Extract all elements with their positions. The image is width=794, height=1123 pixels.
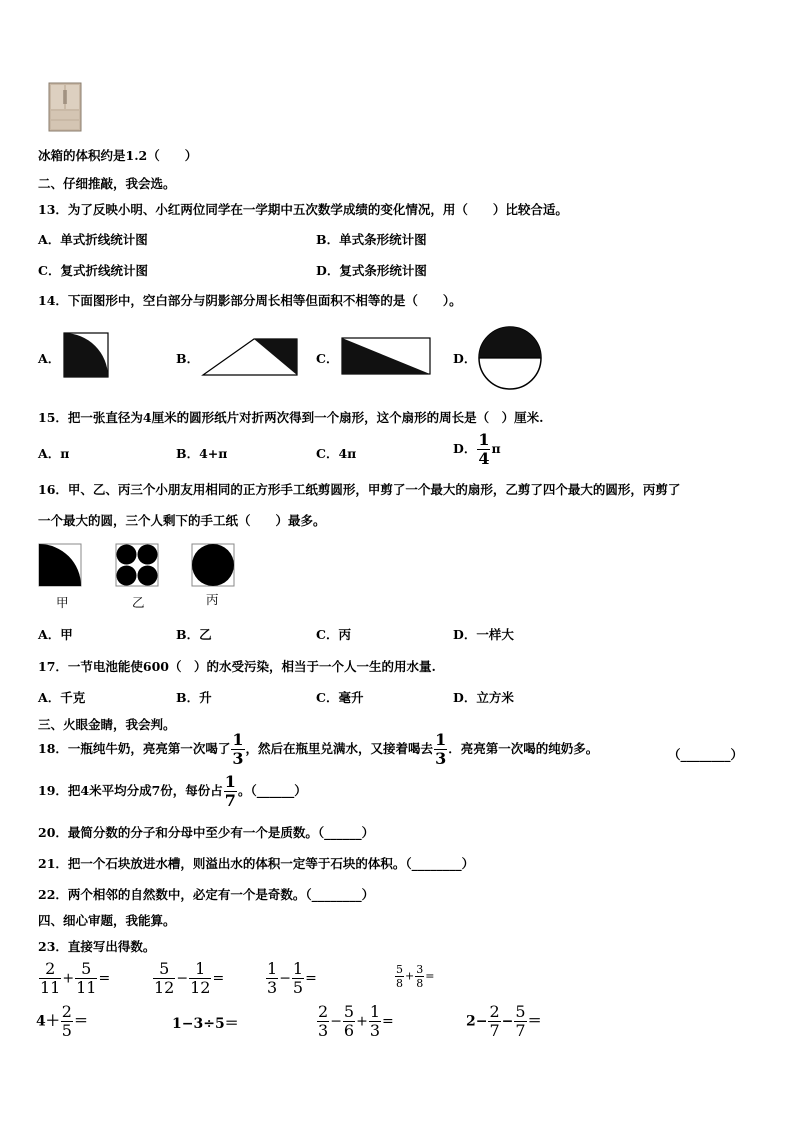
section-2-heading: 二、仔细推敲，我会选。 xyxy=(38,176,176,191)
q15-option-c[interactable]: C．4π xyxy=(316,446,357,461)
q16-option-a[interactable]: A．甲 xyxy=(38,627,73,642)
q13-option-c[interactable]: C．复式折线统计图 xyxy=(38,263,148,278)
q14-option-a[interactable]: A． xyxy=(38,351,61,366)
q16-option-d[interactable]: D．一样大 xyxy=(453,627,514,642)
q15-option-d-fraction: $\frac{1}{4}$ xyxy=(478,430,490,468)
q14-figure-b xyxy=(202,338,298,376)
q23-expr-5: 4＋ $\frac{2}{5}$ ＝ xyxy=(36,1002,88,1040)
q13-option-b[interactable]: B．单式条形统计图 xyxy=(316,232,427,247)
q13-option-d[interactable]: D．复式条形统计图 xyxy=(316,263,427,278)
section-3-heading: 三、火眼金睛，我会判。 xyxy=(38,717,176,732)
q23-expr-1: $\frac{2}{11}$ + $\frac{5}{11}$ = xyxy=(40,959,111,997)
q16-figure-bing xyxy=(191,543,235,587)
q14-option-b[interactable]: B． xyxy=(176,351,200,366)
q18-line: 18．一瓶纯牛奶，亮亮第一次喝了 $\frac{1}{3}$ ，然后在瓶里兑满水，又接着喝去 $\frac{1}{3}$ ．亮亮第一次喝的纯奶多。 xyxy=(38,730,599,768)
q16-label-yi: 乙 xyxy=(132,595,145,610)
q19-answer-blank[interactable]: 。（______） xyxy=(237,783,307,798)
q22-line[interactable]: 22．两个相邻的自然数中，必定有一个是奇数。（________） xyxy=(38,887,375,902)
q17-option-b[interactable]: B．升 xyxy=(176,690,212,705)
q20-line[interactable]: 20．最简分数的分子和分母中至少有一个是质数。（______） xyxy=(38,825,375,840)
q14-option-c[interactable]: C． xyxy=(316,351,339,366)
q23-expr-8: 2− $\frac{2}{7}$ − $\frac{5}{7}$ ＝ xyxy=(466,1002,542,1040)
q18-fraction-1: $\frac{1}{3}$ xyxy=(232,730,244,768)
q15-option-b[interactable]: B．4+π xyxy=(176,446,228,461)
q16-figure-yi xyxy=(115,543,159,587)
q23-expr-3: $\frac{1}{3}$ − $\frac{1}{5}$ = xyxy=(267,959,317,997)
q23-expr-6: 1−3÷5＝ xyxy=(172,1016,239,1032)
q15-option-d[interactable] xyxy=(453,432,501,467)
q19-fraction: $\frac{1}{7}$ xyxy=(224,772,236,810)
q15-option-d-pi: π xyxy=(491,441,501,456)
q16-option-c[interactable]: C．丙 xyxy=(316,627,351,642)
q23-expr-2: $\frac{5}{12}$ − $\frac{1}{12}$ = xyxy=(154,959,225,997)
q23-expr-7: $\frac{2}{3}$ − $\frac{5}{6}$ + $\frac{1}{3}$ = xyxy=(318,1002,394,1040)
fridge-image xyxy=(48,82,82,132)
section-4-heading: 四、细心审题，我能算。 xyxy=(38,913,176,928)
q23-expr-4: $\frac{5}{8}$ + $\frac{3}{8}$ = xyxy=(396,963,435,990)
q16-stem-line1: 16．甲、乙、丙三个小朋友用相同的正方形手工纸剪圆形，甲剪了一个最大的扇形，乙剪了四个最大的圆形，丙剪了 xyxy=(38,482,681,497)
q16-figure-jia xyxy=(38,543,82,587)
q18-answer-blank[interactable]: （________） xyxy=(668,747,744,762)
q13-option-a[interactable]: A．单式折线统计图 xyxy=(38,232,148,247)
q15-stem: 15．把一张直径为4厘米的圆形纸片对折两次得到一个扇形，这个扇形的周长是（ ）厘米. xyxy=(38,410,544,425)
q13-stem: 13．为了反映小明、小红两位同学在一学期中五次数学成绩的变化情况，用（ ）比较合适。 xyxy=(38,202,568,217)
q14-figure-d xyxy=(477,325,543,391)
q16-label-jia: 甲 xyxy=(56,595,69,610)
q18-fraction-2: $\frac{1}{3}$ xyxy=(435,730,447,768)
q16-stem-line2: 一个最大的圆，三个人剩下的手工纸（ ）最多。 xyxy=(38,513,326,528)
q17-stem: 17．一节电池能使600（ ）的水受污染，相当于一个人一生的用水量. xyxy=(38,659,436,674)
q15-option-a[interactable]: A．π xyxy=(38,446,70,461)
q17-option-a[interactable]: A．千克 xyxy=(38,690,86,705)
q23-stem: 23．直接写出得数。 xyxy=(38,939,156,954)
q15-option-d-letter: D． xyxy=(453,441,477,456)
fridge-question: 冰箱的体积约是1.2（ ） xyxy=(38,148,198,163)
q14-stem: 14．下面图形中，空白部分与阴影部分周长相等但面积不相等的是（ ）。 xyxy=(38,293,462,308)
q17-option-d[interactable]: D．立方米 xyxy=(453,690,514,705)
q16-option-b[interactable]: B．乙 xyxy=(176,627,212,642)
q21-line[interactable]: 21．把一个石块放进水槽，则溢出水的体积一定等于石块的体积。（________） xyxy=(38,856,475,871)
q14-option-d[interactable]: D． xyxy=(453,351,477,366)
q19-line: 19．把4米平均分成7份，每份占 $\frac{1}{7}$ 。（______） xyxy=(38,772,307,810)
q14-figure-c xyxy=(341,337,431,375)
q14-figure-a xyxy=(63,332,109,378)
q17-option-c[interactable]: C．毫升 xyxy=(316,690,364,705)
q16-label-bing: 丙 xyxy=(206,592,219,607)
